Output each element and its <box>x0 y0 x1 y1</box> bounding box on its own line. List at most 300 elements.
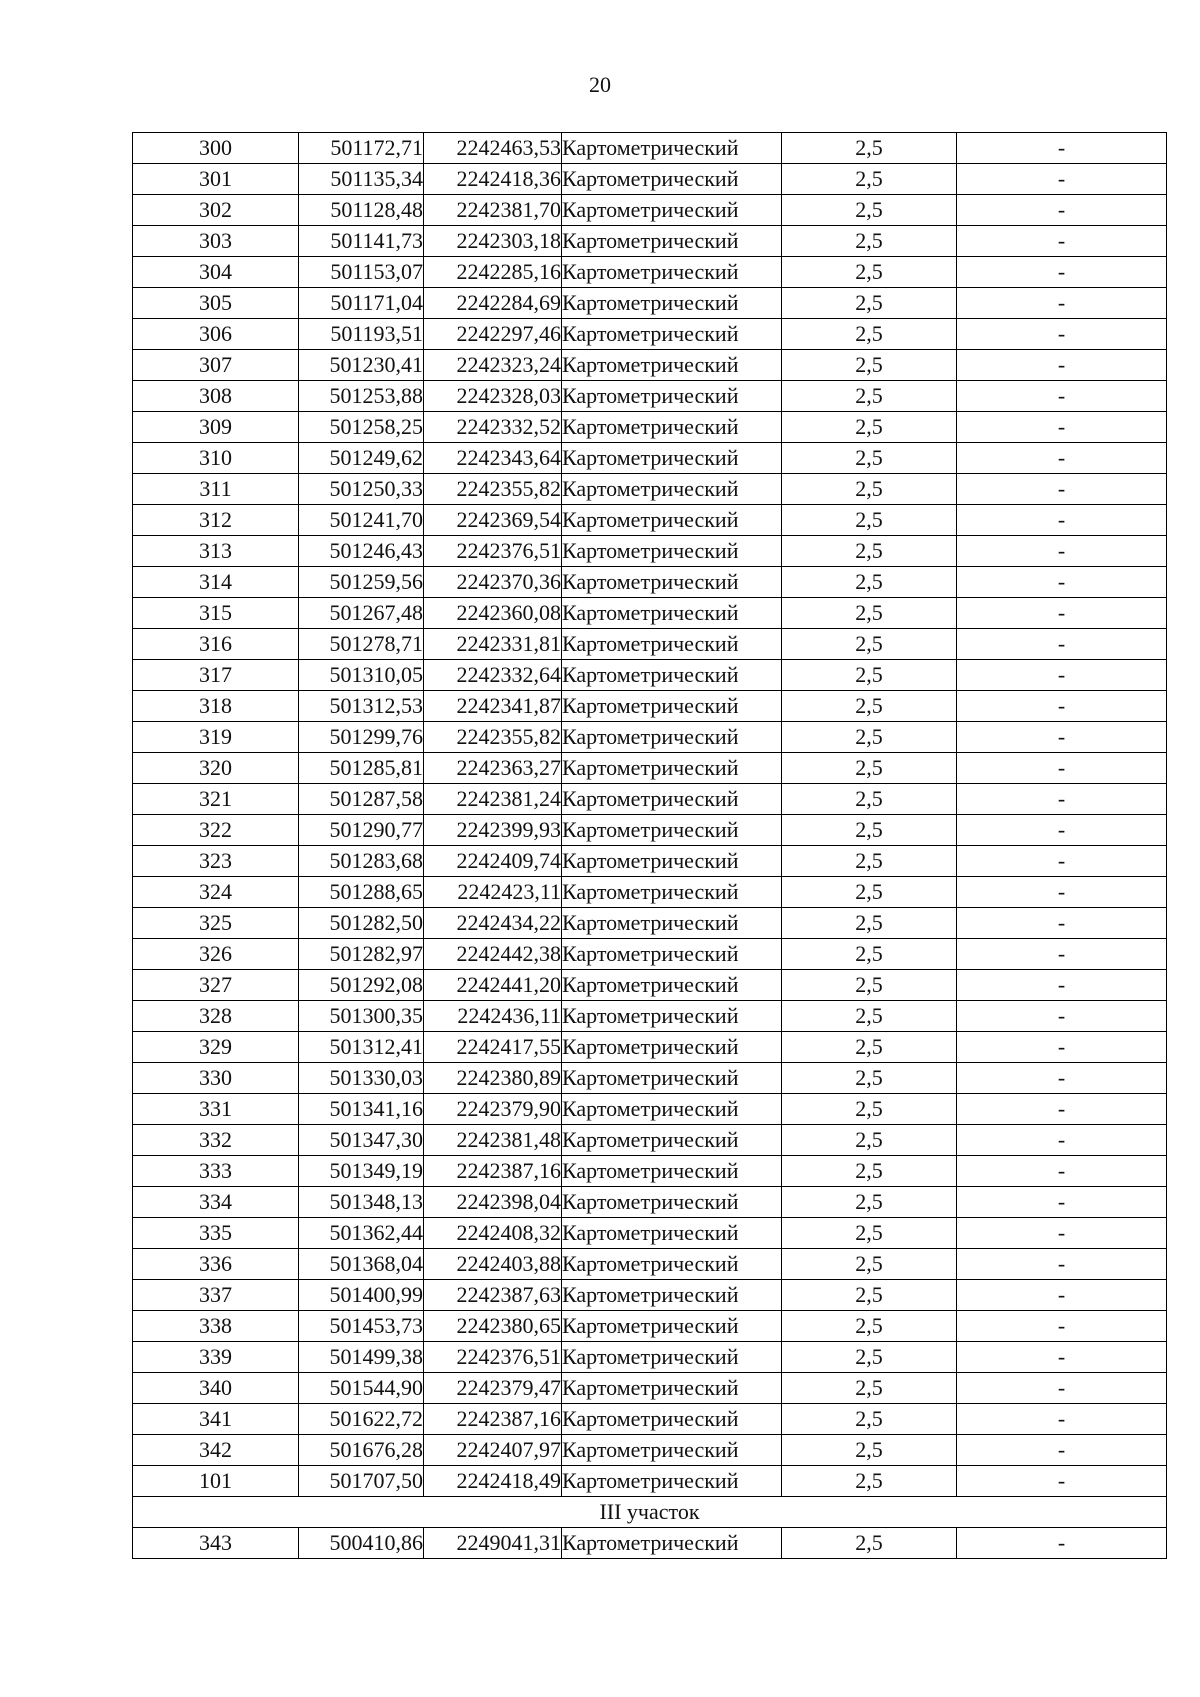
y-coordinate-cell: 2249041,31 <box>424 1528 562 1559</box>
x-coordinate-cell: 501287,58 <box>299 784 424 815</box>
point-number-cell: 329 <box>133 1032 299 1063</box>
table-row <box>133 939 1167 970</box>
accuracy-cell: 2,5 <box>782 598 957 629</box>
accuracy-cell: 2,5 <box>782 1094 957 1125</box>
point-number-cell: 339 <box>133 1342 299 1373</box>
point-number-cell: 309 <box>133 412 299 443</box>
x-coordinate-cell: 501362,44 <box>299 1218 424 1249</box>
x-coordinate-cell: 501283,68 <box>299 846 424 877</box>
method-cell: Картометрический <box>562 908 782 939</box>
table-row <box>133 691 1167 722</box>
point-number-cell: 319 <box>133 722 299 753</box>
point-number-cell: 302 <box>133 195 299 226</box>
x-coordinate-cell: 500410,86 <box>299 1528 424 1559</box>
method-cell: Картометрический <box>562 350 782 381</box>
description-cell: - <box>957 474 1167 505</box>
accuracy-cell: 2,5 <box>782 908 957 939</box>
y-coordinate-cell: 2242332,52 <box>424 412 562 443</box>
description-cell: - <box>957 598 1167 629</box>
description-cell: - <box>957 1342 1167 1373</box>
method-cell: Картометрический <box>562 474 782 505</box>
accuracy-cell: 2,5 <box>782 815 957 846</box>
accuracy-cell: 2,5 <box>782 1125 957 1156</box>
y-coordinate-cell: 2242423,11 <box>424 877 562 908</box>
method-cell: Картометрический <box>562 257 782 288</box>
point-number-cell: 330 <box>133 1063 299 1094</box>
x-coordinate-cell: 501246,43 <box>299 536 424 567</box>
table-row <box>133 443 1167 474</box>
section-label: III участок <box>133 1497 1167 1528</box>
table-row <box>133 1094 1167 1125</box>
table-row <box>133 970 1167 1001</box>
point-number-cell: 343 <box>133 1528 299 1559</box>
y-coordinate-cell: 2242341,87 <box>424 691 562 722</box>
method-cell: Картометрический <box>562 567 782 598</box>
point-number-cell: 306 <box>133 319 299 350</box>
accuracy-cell: 2,5 <box>782 1342 957 1373</box>
x-coordinate-cell: 501622,72 <box>299 1404 424 1435</box>
y-coordinate-cell: 2242285,16 <box>424 257 562 288</box>
description-cell: - <box>957 567 1167 598</box>
table-row <box>133 1280 1167 1311</box>
x-coordinate-cell: 501676,28 <box>299 1435 424 1466</box>
x-coordinate-cell: 501312,41 <box>299 1032 424 1063</box>
description-cell: - <box>957 1094 1167 1125</box>
y-coordinate-cell: 2242442,38 <box>424 939 562 970</box>
table-row <box>133 1249 1167 1280</box>
method-cell: Картометрический <box>562 1094 782 1125</box>
method-cell: Картометрический <box>562 1001 782 1032</box>
x-coordinate-cell: 501193,51 <box>299 319 424 350</box>
accuracy-cell: 2,5 <box>782 1001 957 1032</box>
x-coordinate-cell: 501453,73 <box>299 1311 424 1342</box>
description-cell: - <box>957 412 1167 443</box>
point-number-cell: 317 <box>133 660 299 691</box>
y-coordinate-cell: 2242355,82 <box>424 474 562 505</box>
method-cell: Картометрический <box>562 1466 782 1497</box>
accuracy-cell: 2,5 <box>782 1156 957 1187</box>
point-number-cell: 307 <box>133 350 299 381</box>
x-coordinate-cell: 501349,19 <box>299 1156 424 1187</box>
y-coordinate-cell: 2242328,03 <box>424 381 562 412</box>
method-cell: Картометрический <box>562 443 782 474</box>
accuracy-cell: 2,5 <box>782 1218 957 1249</box>
table-row <box>133 846 1167 877</box>
accuracy-cell: 2,5 <box>782 1063 957 1094</box>
y-coordinate-cell: 2242398,04 <box>424 1187 562 1218</box>
y-coordinate-cell: 2242418,36 <box>424 164 562 195</box>
table-row <box>133 1001 1167 1032</box>
description-cell: - <box>957 1466 1167 1497</box>
point-number-cell: 336 <box>133 1249 299 1280</box>
x-coordinate-cell: 501544,90 <box>299 1373 424 1404</box>
accuracy-cell: 2,5 <box>782 970 957 1001</box>
x-coordinate-cell: 501278,71 <box>299 629 424 660</box>
point-number-cell: 340 <box>133 1373 299 1404</box>
accuracy-cell: 2,5 <box>782 1311 957 1342</box>
accuracy-cell: 2,5 <box>782 1249 957 1280</box>
method-cell: Картометрический <box>562 1373 782 1404</box>
description-cell: - <box>957 319 1167 350</box>
table-row <box>133 1311 1167 1342</box>
x-coordinate-cell: 501282,97 <box>299 939 424 970</box>
y-coordinate-cell: 2242434,22 <box>424 908 562 939</box>
method-cell: Картометрический <box>562 536 782 567</box>
point-number-cell: 301 <box>133 164 299 195</box>
accuracy-cell: 2,5 <box>782 1528 957 1559</box>
x-coordinate-cell: 501310,05 <box>299 660 424 691</box>
description-cell: - <box>957 1311 1167 1342</box>
y-coordinate-cell: 2242355,82 <box>424 722 562 753</box>
method-cell: Картометрический <box>562 660 782 691</box>
description-cell: - <box>957 1156 1167 1187</box>
x-coordinate-cell: 501290,77 <box>299 815 424 846</box>
point-number-cell: 310 <box>133 443 299 474</box>
y-coordinate-cell: 2242303,18 <box>424 226 562 257</box>
description-cell: - <box>957 381 1167 412</box>
accuracy-cell: 2,5 <box>782 1435 957 1466</box>
description-cell: - <box>957 1218 1167 1249</box>
table-row <box>133 1187 1167 1218</box>
x-coordinate-cell: 501707,50 <box>299 1466 424 1497</box>
accuracy-cell: 2,5 <box>782 226 957 257</box>
point-number-cell: 311 <box>133 474 299 505</box>
x-coordinate-cell: 501249,62 <box>299 443 424 474</box>
accuracy-cell: 2,5 <box>782 1187 957 1218</box>
point-number-cell: 342 <box>133 1435 299 1466</box>
description-cell: - <box>957 164 1167 195</box>
x-coordinate-cell: 501253,88 <box>299 381 424 412</box>
point-number-cell: 324 <box>133 877 299 908</box>
method-cell: Картометрический <box>562 598 782 629</box>
point-number-cell: 334 <box>133 1187 299 1218</box>
y-coordinate-cell: 2242381,48 <box>424 1125 562 1156</box>
description-cell: - <box>957 1280 1167 1311</box>
x-coordinate-cell: 501285,81 <box>299 753 424 784</box>
method-cell: Картометрический <box>562 1404 782 1435</box>
method-cell: Картометрический <box>562 288 782 319</box>
point-number-cell: 325 <box>133 908 299 939</box>
point-number-cell: 300 <box>133 133 299 164</box>
y-coordinate-cell: 2242323,24 <box>424 350 562 381</box>
y-coordinate-cell: 2242376,51 <box>424 1342 562 1373</box>
description-cell: - <box>957 1528 1167 1559</box>
point-number-cell: 320 <box>133 753 299 784</box>
table-row <box>133 536 1167 567</box>
y-coordinate-cell: 2242408,32 <box>424 1218 562 1249</box>
table-row <box>133 722 1167 753</box>
x-coordinate-cell: 501153,07 <box>299 257 424 288</box>
x-coordinate-cell: 501312,53 <box>299 691 424 722</box>
y-coordinate-cell: 2242370,36 <box>424 567 562 598</box>
table-row <box>133 412 1167 443</box>
accuracy-cell: 2,5 <box>782 350 957 381</box>
method-cell: Картометрический <box>562 846 782 877</box>
accuracy-cell: 2,5 <box>782 133 957 164</box>
y-coordinate-cell: 2242380,65 <box>424 1311 562 1342</box>
y-coordinate-cell: 2242441,20 <box>424 970 562 1001</box>
point-number-cell: 101 <box>133 1466 299 1497</box>
description-cell: - <box>957 815 1167 846</box>
accuracy-cell: 2,5 <box>782 629 957 660</box>
x-coordinate-cell: 501330,03 <box>299 1063 424 1094</box>
method-cell: Картометрический <box>562 753 782 784</box>
table-row <box>133 164 1167 195</box>
method-cell: Картометрический <box>562 722 782 753</box>
point-number-cell: 303 <box>133 226 299 257</box>
y-coordinate-cell: 2242399,93 <box>424 815 562 846</box>
accuracy-cell: 2,5 <box>782 1373 957 1404</box>
y-coordinate-cell: 2242376,51 <box>424 536 562 567</box>
x-coordinate-cell: 501141,73 <box>299 226 424 257</box>
accuracy-cell: 2,5 <box>782 939 957 970</box>
x-coordinate-cell: 501241,70 <box>299 505 424 536</box>
x-coordinate-cell: 501499,38 <box>299 1342 424 1373</box>
y-coordinate-cell: 2242407,97 <box>424 1435 562 1466</box>
description-cell: - <box>957 660 1167 691</box>
y-coordinate-cell: 2242379,47 <box>424 1373 562 1404</box>
y-coordinate-cell: 2242380,89 <box>424 1063 562 1094</box>
method-cell: Картометрический <box>562 784 782 815</box>
x-coordinate-cell: 501347,30 <box>299 1125 424 1156</box>
accuracy-cell: 2,5 <box>782 505 957 536</box>
x-coordinate-cell: 501135,34 <box>299 164 424 195</box>
accuracy-cell: 2,5 <box>782 1032 957 1063</box>
y-coordinate-cell: 2242379,90 <box>424 1094 562 1125</box>
method-cell: Картометрический <box>562 1342 782 1373</box>
method-cell: Картометрический <box>562 1187 782 1218</box>
table-row <box>133 1156 1167 1187</box>
method-cell: Картометрический <box>562 970 782 1001</box>
point-number-cell: 341 <box>133 1404 299 1435</box>
point-number-cell: 313 <box>133 536 299 567</box>
x-coordinate-cell: 501172,71 <box>299 133 424 164</box>
description-cell: - <box>957 1373 1167 1404</box>
table-body-part-2 <box>133 1528 1167 1559</box>
point-number-cell: 326 <box>133 939 299 970</box>
accuracy-cell: 2,5 <box>782 536 957 567</box>
description-cell: - <box>957 1032 1167 1063</box>
table-row <box>133 226 1167 257</box>
accuracy-cell: 2,5 <box>782 381 957 412</box>
description-cell: - <box>957 133 1167 164</box>
description-cell: - <box>957 846 1167 877</box>
method-cell: Картометрический <box>562 226 782 257</box>
table-row <box>133 1528 1167 1559</box>
x-coordinate-cell: 501171,04 <box>299 288 424 319</box>
x-coordinate-cell: 501299,76 <box>299 722 424 753</box>
method-cell: Картометрический <box>562 1280 782 1311</box>
page-number: 20 <box>589 72 611 97</box>
y-coordinate-cell: 2242418,49 <box>424 1466 562 1497</box>
method-cell: Картометрический <box>562 412 782 443</box>
method-cell: Картометрический <box>562 1218 782 1249</box>
description-cell: - <box>957 877 1167 908</box>
table-row <box>133 505 1167 536</box>
method-cell: Картометрический <box>562 691 782 722</box>
table-row <box>133 1435 1167 1466</box>
accuracy-cell: 2,5 <box>782 319 957 350</box>
table-row <box>133 1466 1167 1497</box>
point-number-cell: 318 <box>133 691 299 722</box>
accuracy-cell: 2,5 <box>782 877 957 908</box>
method-cell: Картометрический <box>562 939 782 970</box>
point-number-cell: 321 <box>133 784 299 815</box>
method-cell: Картометрический <box>562 195 782 226</box>
y-coordinate-cell: 2242360,08 <box>424 598 562 629</box>
x-coordinate-cell: 501400,99 <box>299 1280 424 1311</box>
point-number-cell: 333 <box>133 1156 299 1187</box>
x-coordinate-cell: 501230,41 <box>299 350 424 381</box>
point-number-cell: 337 <box>133 1280 299 1311</box>
accuracy-cell: 2,5 <box>782 784 957 815</box>
table-row <box>133 1125 1167 1156</box>
accuracy-cell: 2,5 <box>782 164 957 195</box>
description-cell: - <box>957 970 1167 1001</box>
y-coordinate-cell: 2242387,63 <box>424 1280 562 1311</box>
accuracy-cell: 2,5 <box>782 1404 957 1435</box>
y-coordinate-cell: 2242369,54 <box>424 505 562 536</box>
description-cell: - <box>957 350 1167 381</box>
description-cell: - <box>957 1404 1167 1435</box>
x-coordinate-cell: 501259,56 <box>299 567 424 598</box>
table-row <box>133 753 1167 784</box>
description-cell: - <box>957 1249 1167 1280</box>
table-row <box>133 598 1167 629</box>
point-number-cell: 332 <box>133 1125 299 1156</box>
table-row <box>133 1342 1167 1373</box>
description-cell: - <box>957 753 1167 784</box>
table-row <box>133 877 1167 908</box>
y-coordinate-cell: 2242381,70 <box>424 195 562 226</box>
point-number-cell: 331 <box>133 1094 299 1125</box>
point-number-cell: 323 <box>133 846 299 877</box>
description-cell: - <box>957 908 1167 939</box>
table-row <box>133 195 1167 226</box>
y-coordinate-cell: 2242409,74 <box>424 846 562 877</box>
description-cell: - <box>957 536 1167 567</box>
method-cell: Картометрический <box>562 381 782 412</box>
description-cell: - <box>957 1125 1167 1156</box>
y-coordinate-cell: 2242387,16 <box>424 1156 562 1187</box>
accuracy-cell: 2,5 <box>782 412 957 443</box>
method-cell: Картометрический <box>562 1032 782 1063</box>
method-cell: Картометрический <box>562 133 782 164</box>
description-cell: - <box>957 257 1167 288</box>
x-coordinate-cell: 501282,50 <box>299 908 424 939</box>
method-cell: Картометрический <box>562 815 782 846</box>
method-cell: Картометрический <box>562 1156 782 1187</box>
x-coordinate-cell: 501288,65 <box>299 877 424 908</box>
table-row <box>133 288 1167 319</box>
x-coordinate-cell: 501368,04 <box>299 1249 424 1280</box>
description-cell: - <box>957 195 1167 226</box>
table-row <box>133 474 1167 505</box>
accuracy-cell: 2,5 <box>782 691 957 722</box>
table-row <box>133 1404 1167 1435</box>
x-coordinate-cell: 501341,16 <box>299 1094 424 1125</box>
point-number-cell: 327 <box>133 970 299 1001</box>
x-coordinate-cell: 501300,35 <box>299 1001 424 1032</box>
description-cell: - <box>957 443 1167 474</box>
table-row <box>133 908 1167 939</box>
table-row <box>133 350 1167 381</box>
accuracy-cell: 2,5 <box>782 257 957 288</box>
point-number-cell: 315 <box>133 598 299 629</box>
table-row <box>133 257 1167 288</box>
point-number-cell: 308 <box>133 381 299 412</box>
accuracy-cell: 2,5 <box>782 1280 957 1311</box>
y-coordinate-cell: 2242436,11 <box>424 1001 562 1032</box>
y-coordinate-cell: 2242403,88 <box>424 1249 562 1280</box>
description-cell: - <box>957 1063 1167 1094</box>
accuracy-cell: 2,5 <box>782 660 957 691</box>
point-number-cell: 338 <box>133 1311 299 1342</box>
method-cell: Картометрический <box>562 1528 782 1559</box>
x-coordinate-cell: 501292,08 <box>299 970 424 1001</box>
y-coordinate-cell: 2242331,81 <box>424 629 562 660</box>
y-coordinate-cell: 2242381,24 <box>424 784 562 815</box>
table-row <box>133 133 1167 164</box>
method-cell: Картометрический <box>562 1063 782 1094</box>
table-row <box>133 815 1167 846</box>
method-cell: Картометрический <box>562 1125 782 1156</box>
description-cell: - <box>957 1187 1167 1218</box>
point-number-cell: 304 <box>133 257 299 288</box>
accuracy-cell: 2,5 <box>782 1466 957 1497</box>
x-coordinate-cell: 501258,25 <box>299 412 424 443</box>
accuracy-cell: 2,5 <box>782 288 957 319</box>
method-cell: Картометрический <box>562 505 782 536</box>
method-cell: Картометрический <box>562 1249 782 1280</box>
method-cell: Картометрический <box>562 877 782 908</box>
table-row <box>133 1063 1167 1094</box>
method-cell: Картометрический <box>562 1311 782 1342</box>
description-cell: - <box>957 1001 1167 1032</box>
coordinates-table <box>132 132 1167 1559</box>
table-row <box>133 1373 1167 1404</box>
table-row <box>133 381 1167 412</box>
point-number-cell: 335 <box>133 1218 299 1249</box>
table-row <box>133 1218 1167 1249</box>
accuracy-cell: 2,5 <box>782 567 957 598</box>
description-cell: - <box>957 939 1167 970</box>
description-cell: - <box>957 288 1167 319</box>
x-coordinate-cell: 501348,13 <box>299 1187 424 1218</box>
accuracy-cell: 2,5 <box>782 846 957 877</box>
accuracy-cell: 2,5 <box>782 753 957 784</box>
table-row <box>133 784 1167 815</box>
description-cell: - <box>957 1435 1167 1466</box>
y-coordinate-cell: 2242387,16 <box>424 1404 562 1435</box>
table-row <box>133 629 1167 660</box>
description-cell: - <box>957 226 1167 257</box>
accuracy-cell: 2,5 <box>782 722 957 753</box>
method-cell: Картометрический <box>562 164 782 195</box>
description-cell: - <box>957 691 1167 722</box>
table-row <box>133 319 1167 350</box>
point-number-cell: 314 <box>133 567 299 598</box>
table-row <box>133 660 1167 691</box>
point-number-cell: 316 <box>133 629 299 660</box>
y-coordinate-cell: 2242297,46 <box>424 319 562 350</box>
point-number-cell: 322 <box>133 815 299 846</box>
method-cell: Картометрический <box>562 1435 782 1466</box>
y-coordinate-cell: 2242463,53 <box>424 133 562 164</box>
point-number-cell: 328 <box>133 1001 299 1032</box>
accuracy-cell: 2,5 <box>782 474 957 505</box>
y-coordinate-cell: 2242332,64 <box>424 660 562 691</box>
